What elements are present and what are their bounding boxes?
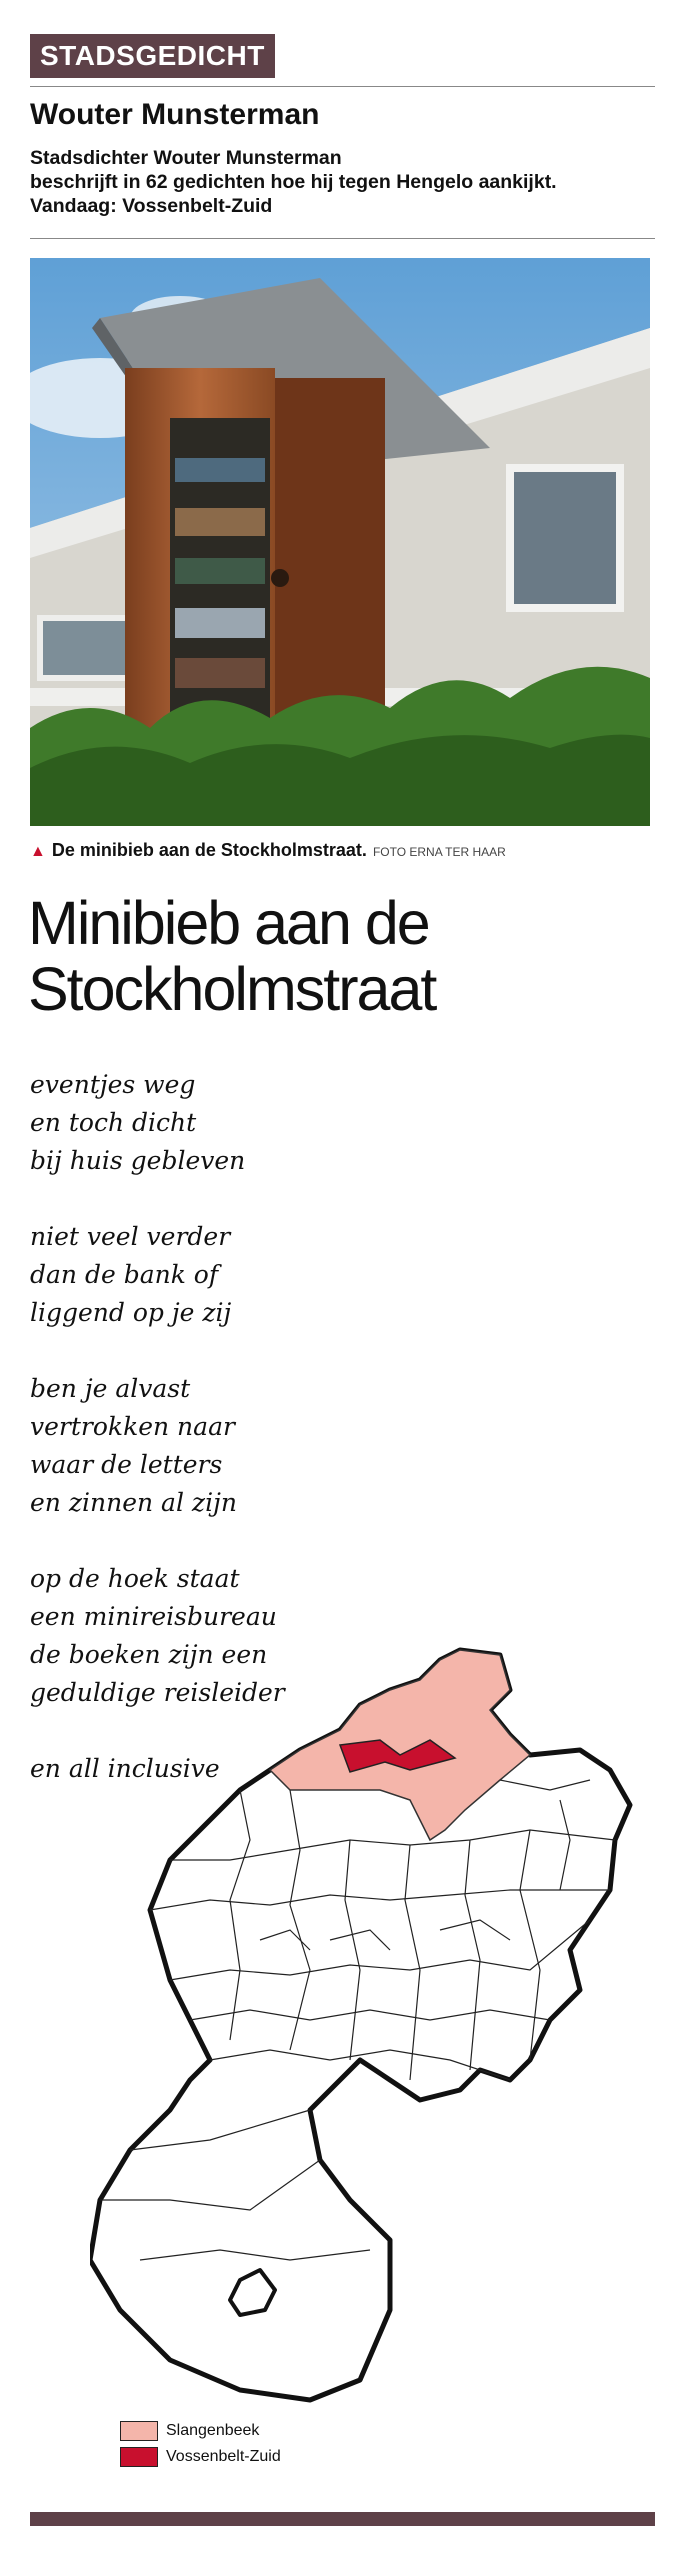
poem-line: eventjes weg	[30, 1070, 196, 1099]
intro-line: Stadsdichter Wouter Munsterman	[30, 147, 342, 169]
poem-stanza	[30, 1370, 330, 1522]
poem-line: bij huis gebleven	[30, 1146, 246, 1175]
intro-line: beschrijft in 62 gedichten hoe hij tegen Hengelo aankijkt.	[30, 171, 557, 193]
legend-item	[120, 2418, 281, 2444]
poem-title-line: Minibieb aan de	[28, 889, 429, 957]
poem-line: de boeken zijn een	[30, 1640, 268, 1669]
poem-line: liggend op je zij	[30, 1298, 232, 1327]
poem-title-line: Stockholmstraat	[28, 955, 436, 1023]
author-name: Wouter Munsterman	[30, 98, 320, 131]
map-legend	[120, 2418, 281, 2470]
photo-caption	[30, 838, 506, 864]
bottom-bar	[30, 2512, 655, 2526]
poem-line: en all inclusive	[30, 1754, 220, 1783]
section-kicker: STADSGEDICHT	[30, 34, 275, 78]
poem-line: waar de letters	[30, 1450, 223, 1479]
poem-line: een minireisbureau	[30, 1602, 277, 1631]
poem-line: dan de bank of	[30, 1260, 219, 1289]
poem-stanza	[30, 1218, 330, 1332]
legend-item	[120, 2444, 281, 2470]
photo-credit: FOTO ERNA TER HAAR	[372, 845, 506, 859]
legend-swatch	[120, 2421, 158, 2441]
poem-title	[28, 890, 668, 1022]
top-divider	[30, 86, 655, 87]
intro-text	[30, 146, 655, 218]
poem-line: ben je alvast	[30, 1374, 191, 1403]
caption-text: De minibieb aan de Stockholmstraat.	[51, 840, 367, 860]
legend-label: Slangenbeek	[166, 2422, 260, 2439]
poem-line: en toch dicht	[30, 1108, 197, 1137]
intro-line: Vandaag: Vossenbelt-Zuid	[30, 195, 273, 217]
poem-line: geduldige reisleider	[30, 1678, 285, 1707]
legend-label: Vossenbelt-Zuid	[166, 2448, 281, 2465]
district-map	[90, 1640, 670, 2420]
poem-line: op de hoek staat	[30, 1564, 240, 1593]
poem-line: en zinnen al zijn	[30, 1488, 237, 1517]
caption-triangle-icon: ▲	[30, 843, 46, 860]
minibieb-photo	[30, 258, 650, 826]
intro-divider	[30, 238, 655, 239]
poem-line: vertrokken naar	[30, 1412, 235, 1441]
poem-stanza	[30, 1066, 330, 1180]
legend-swatch	[120, 2447, 158, 2467]
poem-line: niet veel verder	[30, 1222, 231, 1251]
